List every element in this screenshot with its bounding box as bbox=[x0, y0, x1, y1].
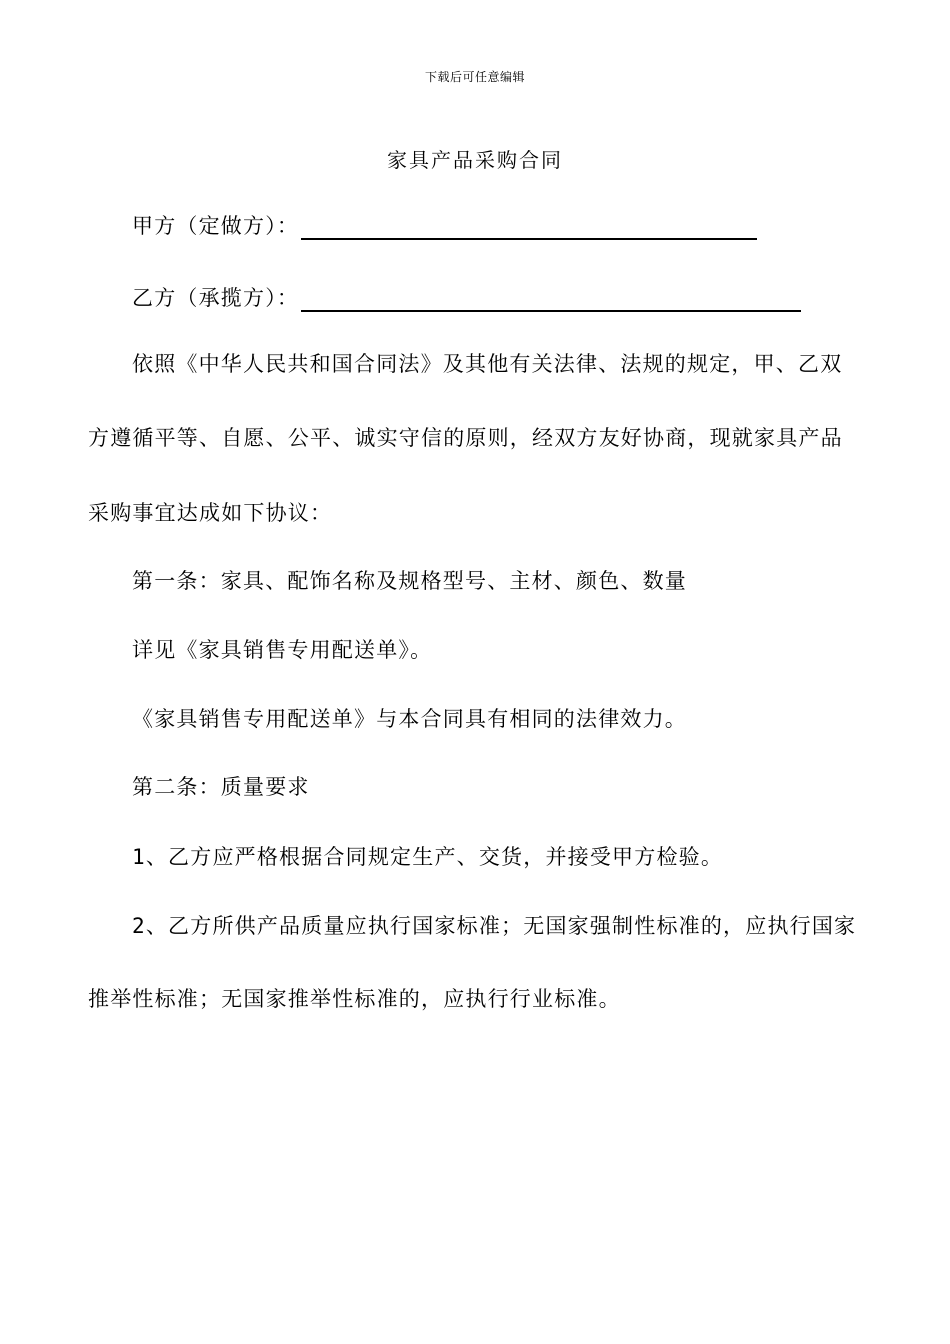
header-note: 下载后可任意编辑 bbox=[424, 70, 525, 84]
intro-line-1: 依照《中华人民共和国合同法》及其他有关法律、法规的规定，甲、乙双 bbox=[132, 352, 843, 376]
party-b-blank-field[interactable] bbox=[301, 288, 801, 312]
article2-heading: 第二条：质量要求 bbox=[132, 775, 310, 799]
intro-line-2: 方遵循平等、自愿、公平、诚实守信的原则，经双方友好协商，现就家具产品 bbox=[88, 426, 843, 450]
party-b-label: 乙方（承揽方）： bbox=[132, 286, 300, 310]
article1-heading: 第一条：家具、配饰名称及规格型号、主材、颜色、数量 bbox=[132, 569, 687, 593]
article1-effect: 《家具销售专用配送单》与本合同具有相同的法律效力。 bbox=[132, 707, 687, 731]
party-a-label: 甲方（定做方）： bbox=[132, 214, 300, 238]
article2-item2-line1: 2、乙方所供产品质量应执行国家标准；无国家强制性标准的，应执行国家 bbox=[132, 914, 857, 938]
article2-item2-line2: 推举性标准；无国家推举性标准的，应执行行业标准。 bbox=[88, 987, 621, 1011]
article1-detail: 详见《家具销售专用配送单》。 bbox=[132, 638, 433, 662]
article2-item1: 1、乙方应严格根据合同规定生产、交货，并接受甲方检验。 bbox=[132, 845, 724, 869]
intro-line-3: 采购事宜达成如下协议： bbox=[88, 501, 333, 525]
party-a-row bbox=[132, 212, 757, 240]
party-b-row bbox=[132, 284, 801, 312]
party-a-blank-field[interactable] bbox=[301, 216, 757, 240]
contract-title: 家具产品采购合同 bbox=[387, 148, 563, 172]
